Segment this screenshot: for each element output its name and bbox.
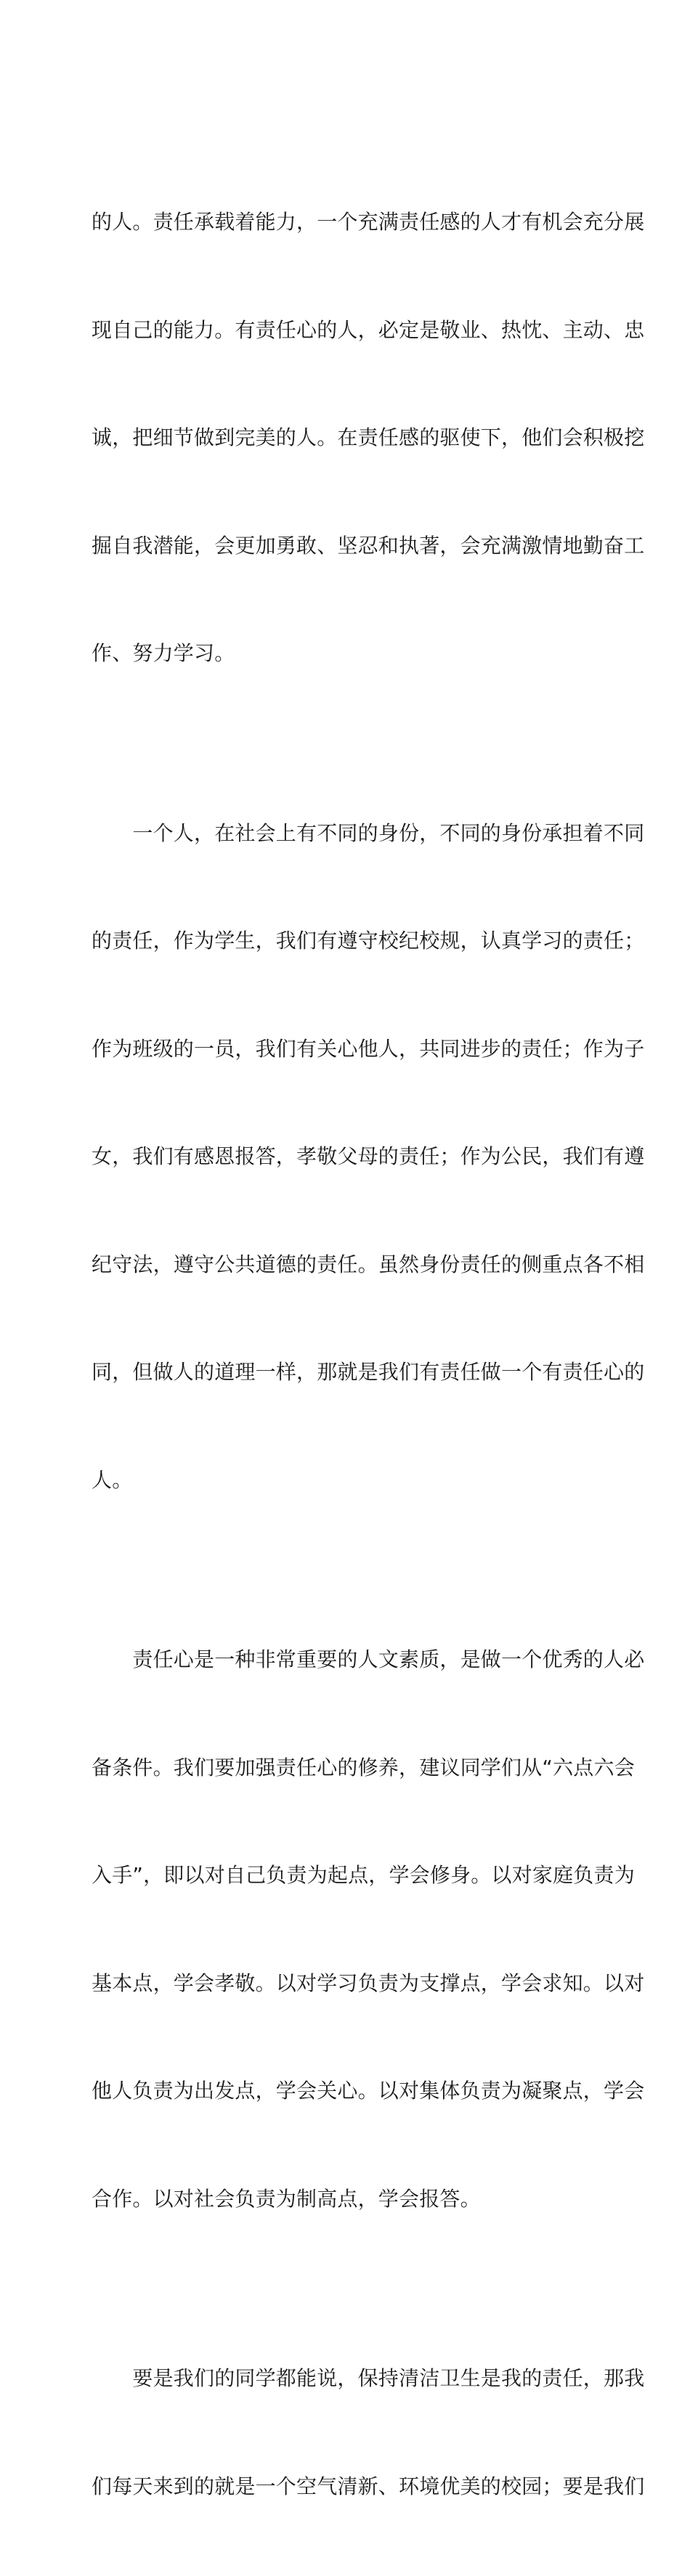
text-line: 合作。以对社会负责为制高点，学会报答。 <box>92 2186 481 2211</box>
paragraph-1 <box>92 132 645 743</box>
paragraph-4 <box>92 2288 645 2576</box>
text-line: 责任心是一种非常重要的人文素质，是做一个优秀的人必 <box>92 1647 645 1671</box>
text-line: 纪守法，遵守公共道德的责任。虽然身份责任的侧重点各不相 <box>92 1252 645 1276</box>
text-line: 的人。责任承载着能力，一个充满责任感的人才有机会充分展 <box>92 210 645 234</box>
text-line: 作、努力学习。 <box>92 641 235 665</box>
paragraph-2 <box>92 743 645 1570</box>
text-line: 作为班级的一员，我们有关心他人，共同进步的责任；作为子 <box>92 1036 645 1061</box>
text-line: 掘自我潜能，会更加勇敢、坚忍和执著，会充满激情地勤奋工 <box>92 533 645 558</box>
text-line: 入手”，即以对自己负责为起点，学会修身。以对家庭负责为 <box>92 1863 635 1887</box>
text-line: 基本点，学会孝敬。以对学习负责为支撑点，学会求知。以对 <box>92 1970 645 1995</box>
text-line: 要是我们的同学都能说，保持清洁卫生是我的责任，那我 <box>92 2366 645 2390</box>
text-line: 一个人，在社会上有不同的身份，不同的身份承担着不同 <box>92 820 645 845</box>
document-body <box>92 132 645 2576</box>
text-line: 人。 <box>92 1467 133 1492</box>
text-line: 同，但做人的道理一样，那就是我们有责任做一个有责任心的 <box>92 1360 645 1384</box>
paragraph-3 <box>92 1570 645 2288</box>
text-line: 的责任，作为学生，我们有遵守校纪校规，认真学习的责任； <box>92 929 645 953</box>
text-line: 他人负责为出发点，学会关心。以对集体负责为凝聚点，学会 <box>92 2079 645 2103</box>
text-line: 女，我们有感恩报答，孝敬父母的责任；作为公民，我们有遵 <box>92 1144 645 1168</box>
text-line: 诚，把细节做到完美的人。在责任感的驱使下，他们会积极挖 <box>92 425 645 449</box>
text-line: 们每天来到的就是一个空气清新、环境优美的校园；要是我们 <box>92 2474 645 2498</box>
text-line: 备条件。我们要加强责任心的修养，建议同学们从“六点六会 <box>92 1755 635 1780</box>
text-line: 现自己的能力。有责任心的人，必定是敬业、热忱、主动、忠 <box>92 317 645 342</box>
